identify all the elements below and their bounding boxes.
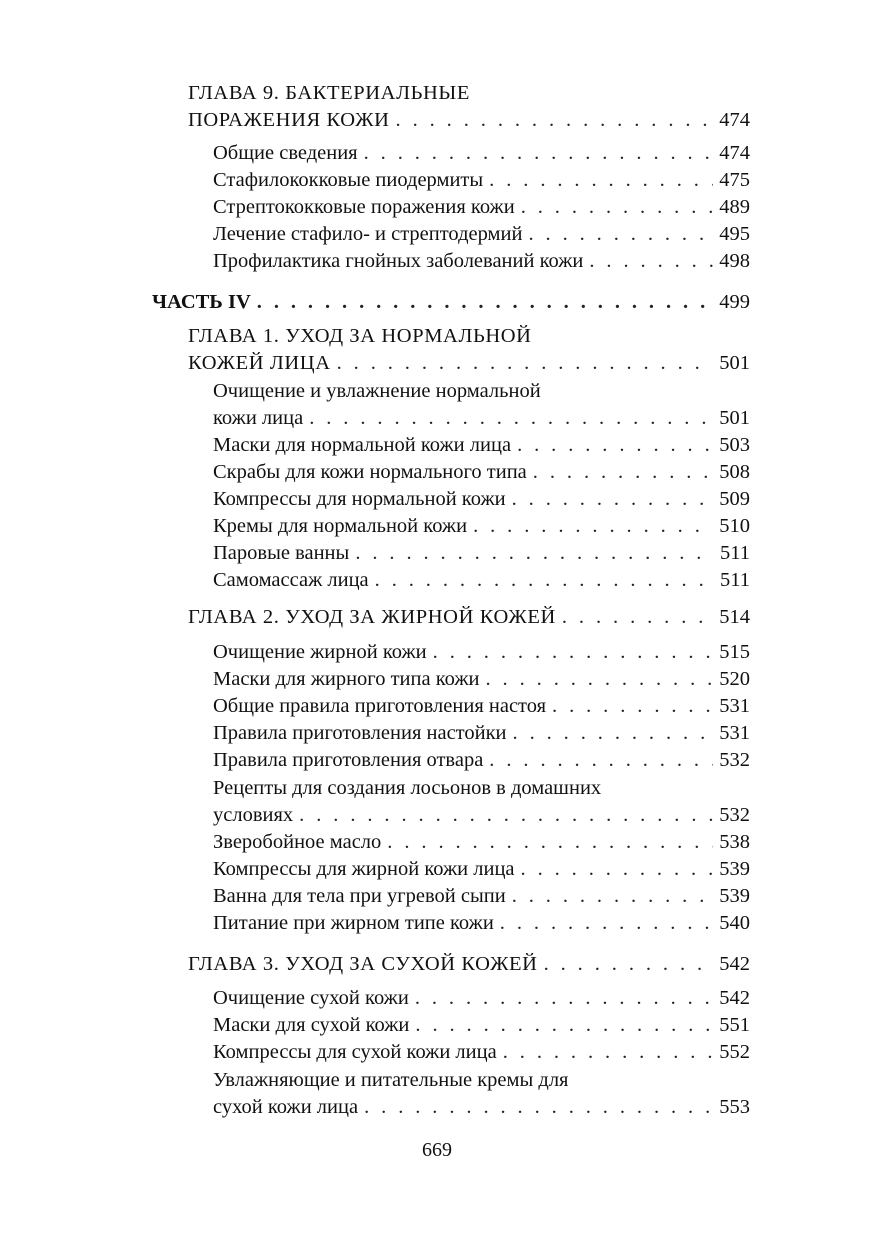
toc-part-entry	[152, 289, 750, 316]
toc-section-entry	[213, 856, 750, 883]
dot-leader	[544, 951, 714, 978]
entry-row	[213, 405, 750, 432]
entry-page-number: 508	[719, 461, 750, 483]
entry-row	[213, 666, 750, 693]
entry-row	[152, 289, 750, 316]
toc-section-entry	[213, 1067, 750, 1121]
toc-chapter-entry	[188, 323, 750, 377]
toc-section-entry	[213, 666, 750, 693]
dot-leader	[513, 720, 714, 747]
toc-section-entry	[213, 720, 750, 747]
entry-row	[213, 693, 750, 720]
dot-leader	[364, 140, 714, 167]
entry-page-number: 542	[719, 987, 750, 1009]
entry-title: Профилактика гнойных заболеваний кожи	[213, 250, 584, 272]
toc-section-entry	[213, 432, 750, 459]
entry-row	[213, 248, 750, 275]
dot-leader	[589, 248, 713, 275]
entry-title: Питание при жирном типе кожи	[213, 912, 494, 934]
entry-row	[188, 350, 750, 377]
entry-page-number: 532	[719, 804, 750, 826]
entry-title: Компрессы для сухой кожи лица	[213, 1041, 497, 1063]
toc-section-entry	[213, 513, 750, 540]
entry-row	[213, 513, 750, 540]
entry-title: Компрессы для жирной кожи лица	[213, 858, 515, 880]
entry-page-number: 539	[719, 885, 750, 907]
entry-title: кожи лица	[213, 407, 304, 429]
entry-page-number: 501	[719, 352, 750, 374]
dot-leader	[533, 459, 713, 486]
dot-leader	[521, 194, 714, 221]
dot-leader	[387, 829, 713, 856]
dot-leader	[489, 167, 713, 194]
toc-section-entry	[213, 221, 750, 248]
entry-title: Очищение жирной кожи	[213, 641, 427, 663]
entry-page-number: 511	[720, 569, 750, 591]
dot-leader	[364, 1094, 713, 1121]
page-number: 669	[422, 1139, 452, 1161]
entry-title: Правила приготовления отвара	[213, 749, 484, 771]
entry-title-line: Рецепты для создания лосьонов в домашних	[213, 777, 602, 799]
entry-title: ГЛАВА 3. УХОД ЗА СУХОЙ КОЖЕЙ	[188, 953, 538, 975]
dot-leader	[355, 540, 714, 567]
entry-title: Общие правила приготовления настоя	[213, 695, 547, 717]
toc-section-entry	[213, 1012, 750, 1039]
entry-title: КОЖЕЙ ЛИЦА	[188, 352, 331, 374]
toc-chapter-entry	[188, 80, 750, 134]
entry-title-line: Увлажняющие и питательные кремы для	[213, 1069, 569, 1091]
entry-title: сухой кожи лица	[213, 1096, 359, 1118]
entry-title: ГЛАВА 2. УХОД ЗА ЖИРНОЙ КОЖЕЙ	[188, 606, 556, 628]
dot-leader	[512, 883, 714, 910]
dot-leader	[473, 513, 713, 540]
entry-page-number: 475	[719, 169, 750, 191]
entry-row	[213, 1012, 750, 1039]
entry-title: Зверобойное масло	[213, 831, 382, 853]
entry-page-number: 532	[719, 749, 750, 771]
entry-page-number: 501	[719, 407, 750, 429]
entry-page-number: 542	[719, 953, 750, 975]
dot-leader	[299, 802, 713, 829]
toc-section-entry	[213, 985, 750, 1012]
entry-page-number: 510	[719, 515, 750, 537]
toc-chapter-entry	[188, 951, 750, 978]
entry-title: Паровые ванны	[213, 542, 350, 564]
entry-title: ЧАСТЬ IV	[152, 291, 251, 313]
dot-leader	[486, 666, 714, 693]
entry-title: Лечение стафило- и стрептодермий	[213, 223, 523, 245]
entry-row	[213, 194, 750, 221]
entry-row	[188, 107, 750, 134]
entry-row	[213, 720, 750, 747]
entry-title: Общие сведения	[213, 142, 358, 164]
entry-row	[213, 486, 750, 513]
entry-page-number: 499	[719, 291, 750, 313]
entry-page-number: 495	[719, 223, 750, 245]
dot-leader	[503, 1039, 714, 1066]
entry-title: Самомассаж лица	[213, 569, 369, 591]
entry-title: Маски для нормальной кожи лица	[213, 434, 512, 456]
entry-page-number: 531	[719, 722, 750, 744]
dot-leader	[337, 350, 714, 377]
dot-leader	[512, 486, 714, 513]
dot-leader	[375, 567, 714, 594]
dot-leader	[309, 405, 713, 432]
dot-leader	[433, 639, 714, 666]
toc-section-entry	[213, 167, 750, 194]
entry-page-number: 540	[719, 912, 750, 934]
toc-section-entry	[213, 747, 750, 774]
dot-leader	[396, 107, 714, 134]
entry-title: Компрессы для нормальной кожи	[213, 488, 506, 510]
toc-section-entry	[213, 910, 750, 937]
entry-page-number: 539	[719, 858, 750, 880]
dot-leader	[415, 1012, 713, 1039]
entry-title-line: Очищение и увлажнение нормальной	[213, 380, 541, 402]
entry-row	[213, 432, 750, 459]
entry-row	[213, 540, 750, 567]
toc-section-entry	[213, 775, 750, 829]
dot-leader	[415, 985, 713, 1012]
entry-page-number: 520	[719, 668, 750, 690]
toc-section-entry	[213, 459, 750, 486]
entry-row	[213, 802, 750, 829]
entry-page-number: 552	[719, 1041, 750, 1063]
entry-title: Кремы для нормальной кожи	[213, 515, 468, 537]
entry-row	[213, 167, 750, 194]
entry-title-line: ГЛАВА 9. БАКТЕРИАЛЬНЫЕ	[188, 82, 470, 104]
entry-row	[213, 883, 750, 910]
dot-leader	[500, 910, 713, 937]
entry-page-number: 551	[719, 1014, 750, 1036]
toc-section-entry	[213, 486, 750, 513]
toc-section-entry	[213, 693, 750, 720]
entry-page-number: 511	[720, 542, 750, 564]
entry-title: Стрептококковые поражения кожи	[213, 196, 515, 218]
entry-row	[213, 459, 750, 486]
toc-section-entry	[213, 829, 750, 856]
dot-leader	[521, 856, 714, 883]
toc-section-entry	[213, 540, 750, 567]
entry-row	[213, 639, 750, 666]
entry-row	[213, 140, 750, 167]
entry-page-number: 509	[719, 488, 750, 510]
entry-row	[213, 910, 750, 937]
entry-row	[213, 985, 750, 1012]
dot-leader	[528, 221, 713, 248]
entry-title: Стафилококковые пиодермиты	[213, 169, 484, 191]
entry-title: Очищение сухой кожи	[213, 987, 409, 1009]
dot-leader	[489, 747, 713, 774]
entry-page-number: 514	[719, 606, 750, 628]
entry-page-number: 498	[719, 250, 750, 272]
entry-title: Маски для сухой кожи	[213, 1014, 410, 1036]
entry-title: Ванна для тела при угревой сыпи	[213, 885, 506, 907]
toc-section-entry	[213, 248, 750, 275]
toc-section-entry	[213, 194, 750, 221]
entry-title: Маски для жирного типа кожи	[213, 668, 480, 690]
entry-page-number: 531	[719, 695, 750, 717]
entry-page-number: 553	[719, 1096, 750, 1118]
dot-leader	[562, 604, 713, 631]
entry-page-number: 474	[719, 142, 750, 164]
entry-row	[213, 221, 750, 248]
entry-page-number: 515	[719, 641, 750, 663]
toc-section-entry	[213, 883, 750, 910]
entry-title: Скрабы для кожи нормального типа	[213, 461, 527, 483]
dot-leader	[552, 693, 713, 720]
entry-page-number: 538	[719, 831, 750, 853]
dot-leader	[257, 289, 713, 316]
entry-row	[213, 1094, 750, 1121]
entry-row	[213, 747, 750, 774]
dot-leader	[517, 432, 713, 459]
entry-page-number: 503	[719, 434, 750, 456]
entry-title-line: ГЛАВА 1. УХОД ЗА НОРМАЛЬНОЙ	[188, 325, 532, 347]
entry-row	[213, 1039, 750, 1066]
entry-row	[213, 856, 750, 883]
toc-section-entry	[213, 140, 750, 167]
entry-row	[188, 951, 750, 978]
toc-section-entry	[213, 1039, 750, 1066]
toc-section-entry	[213, 639, 750, 666]
entry-title: ПОРАЖЕНИЯ КОЖИ	[188, 109, 390, 131]
entry-row	[213, 567, 750, 594]
entry-page-number: 489	[719, 196, 750, 218]
toc-section-entry	[213, 567, 750, 594]
entry-title: условиях	[213, 804, 294, 826]
entry-row	[213, 829, 750, 856]
entry-row	[188, 604, 750, 631]
toc-section-entry	[213, 378, 750, 432]
toc-chapter-entry	[188, 604, 750, 631]
entry-page-number: 474	[719, 109, 750, 131]
entry-title: Правила приготовления настойки	[213, 722, 507, 744]
